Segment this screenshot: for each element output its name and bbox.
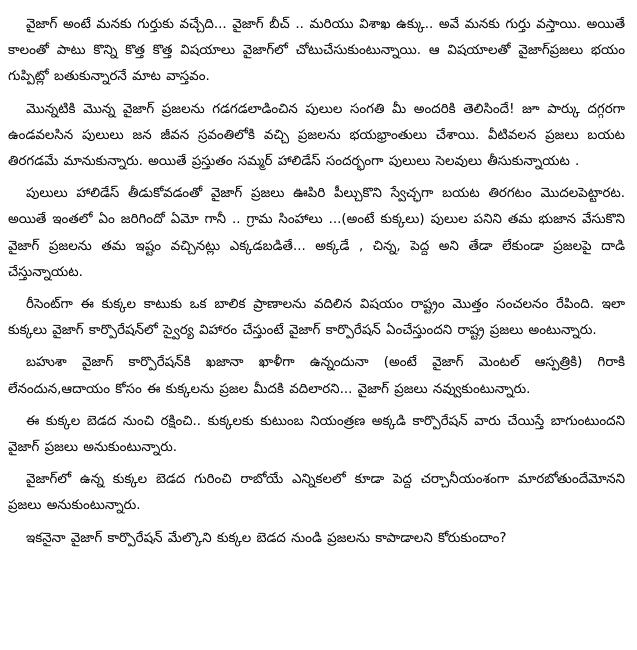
article-paragraph-5: బహుశా వైజాగ్ కార్పొరేషన్‌కి ఖజానా ఖాళీగా ఉన్నందునా (అంటే వైజాగ్ మెంటల్ ఆస్పత్రికి) గిరాకి లేనందున,ఆదాయం కోసం ఈ కుక్కలను ప్రజల మీదకి వదిలారని... వైజాగ్ ప్రజలు నవ్వుకుంటున్నారు. bbox=[8, 355, 625, 397]
article-paragraph-3: పులులు హాలిడేస్ తీడుకోవడంతో వైజాగ్ ప్రజలు ఊపిరి పీల్చుకొని స్వేచ్ఛగా బయట తిరగటం మొదలపెట్టారట. అయితే ఇంతలో ఏం జరిగిందో ఏమో గానీ .. గ్రామ సింహాలు ...(అంటే కుక్కలు) పులుల పనిని తమ భుజాన వేసుకొని వైజాగ్ ప్రజలను తమ ఇష్టం వచ్చినట్లు ఎక్కడబడితే... అక్కడే , చిన్న, పెద్ద అని తేడా లేకుండా ప్రజలపై దాడి చేస్తున్నాయట. bbox=[8, 186, 625, 280]
article-paragraph-7: వైజాగ్‌లో ఉన్న కుక్కల బెడద గురించి రాబోయే ఎన్నికలలో కూడా పెద్ద చర్చానీయంశంగా మారబోతుందేమోనని ప్రజలు అనుకుంటున్నారు. bbox=[8, 472, 625, 514]
article-paragraph-1: వైజాగ్ అంటే మనకు గుర్తుకు వచ్చేది... వైజాగ్ బీచ్ .. మరియు విశాఖ ఉక్కు.. అవే మనకు గుర్తు వస్తాయి. అయితే కాలంతో పాటు కొన్ని కొత్త కొత్త విషయాలు వైజాగ్‌లో చోటుచేసుకుంటున్నాయి. ఆ విషయాలతో వైజాగ్‌ప్రజలు భయం గుప్పిట్లో బతుకున్నారనే మాట వాస్తవం. bbox=[8, 17, 625, 85]
article-paragraph-8: ఇకనైనా వైజాగ్ కార్పొరేషన్ మేల్కొని కుక్కల బెడద నుండి ప్రజలను కాపాడాలని కోరుకుందాం? bbox=[26, 530, 507, 546]
article-paragraph-4: రీసెంట్‌గా ఈ కుక్కల కాటుకు ఒక బాలిక ప్రాణాలను వదిలిన విషయం రాష్ట్రం మొత్తం సంచలనం రేపింది. ఇలా కుక్కలు వైజాగ్ కార్పొరేషన్‌లో స్వైర్య విహారం చేస్తుంటే వైజాగ్ కార్పొరేషన్ ఏంచేస్తుందని రాష్ట్ర ప్రజలు అంటున్నారు. bbox=[8, 297, 625, 339]
article-paragraph-6: ఈ కుక్కల బెడద నుంచి రక్షించి.. కుక్కలకు కుటుంబ నియంత్రణ అక్కడి కార్పొరేషన్ వారు చేయిస్తే బాగుంటుందని వైజాగ్ ప్రజలు అనుకుంటున్నారు. bbox=[8, 413, 625, 456]
article-paragraph-2: మొన్నటికి మొన్న వైజాగ్ ప్రజలను గడగడలాడించిన పులుల సంగతి మీ అందరికి తెలిసిందే! జూ పార్కు దగ్గరగా ఉండవలసిన పులులు జన జీవన స్రవంతిలోకి వచ్చి ప్రజలను భయభ్రాంతులు చేశాయి. వీటివలన ప్రజలు బయట తిరగడమే మానుకున్నారు. అయితే ప్రస్తుతం సమ్మర్ హాలిడేస్ సందర్భంగా పులులు సెలవులు తీసుకున్నాయట . bbox=[8, 101, 625, 170]
